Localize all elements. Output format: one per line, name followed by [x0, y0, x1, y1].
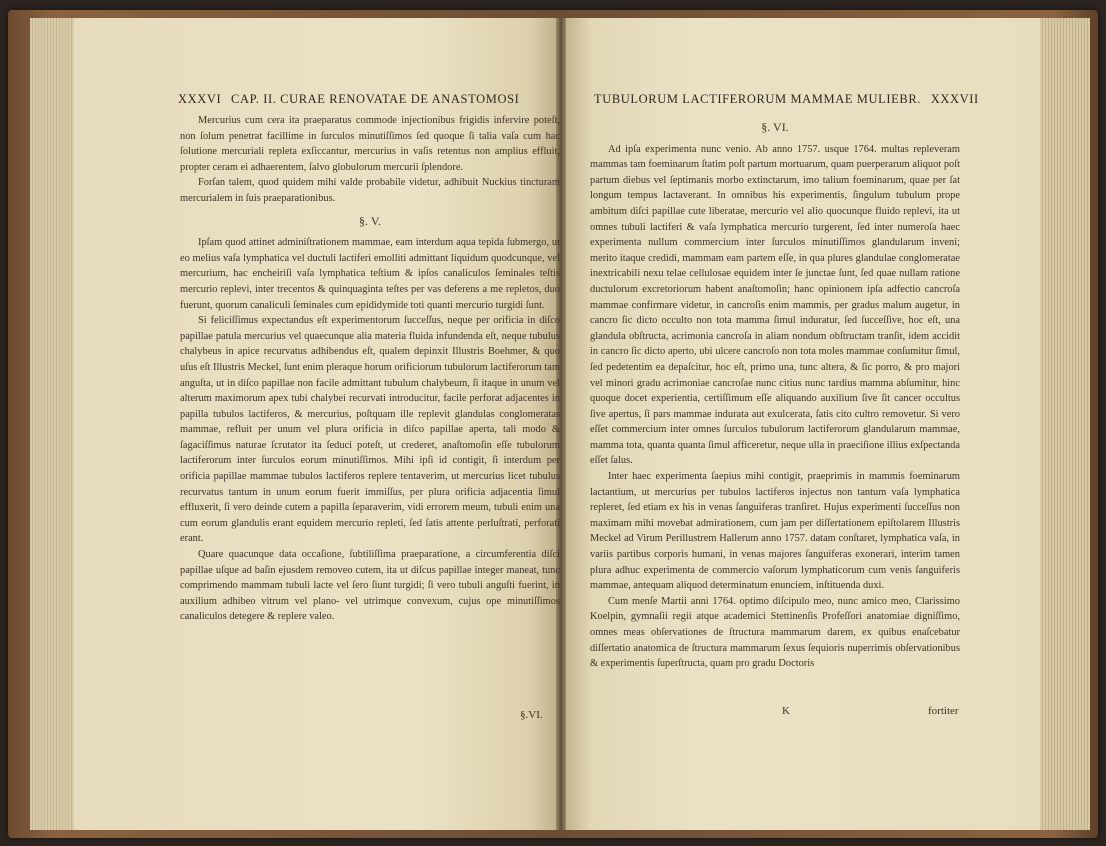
left-page-body	[180, 113, 560, 625]
paragraph: Inter haec experimenta ſaepius mihi contigit, praeprimis in mammis foeminarum lactantium, ut mercurius per tubulos lactiferos injectus non tantum vaſa lymphatica repleret, ſed etiam ex his in venas ſanguiferas tranſiret. Hujus experimenti ſucceſſus non maximam mihi movebat admirationem, cum jam per diſſertationem epiſtolarem Illustris Meckel ad Virum Perillustrem Hallerum anno 1757. datam conſtaret, lymphatica vaſa, in variis partibus corporis humani, in venas majores ſanguiferas exonerari, interim tamen plura adhuc experimenta de commercio vaſorum lymphaticorum cum venis ſanguiferis mammae, antequam aliquod determinatum enunciem, inſtituenda duxi.	[590, 471, 960, 592]
signature-mark: K	[782, 705, 790, 717]
left-running-header	[178, 92, 519, 107]
paragraph: Ipſam quod attinet adminiſtrationem mammae, eam interdum aqua tepida ſubmergo, ut eo melius vaſa lymphatica vel ductuli lactiferi emolliti admittant liquidum quodcunque, vel mercurium, hac encheiriſi vaſa lymphatica teſtium & ipſos canaliculos ſeminales teſtis mercurio replevi, inter trecentos & quinquaginta teſtes per vas deferens a me repletos, duo fuerunt, quorum canaliculi ſeminales cum epididymide toti quanti mercurio turgidi ſunt.	[180, 237, 560, 311]
paragraph: Si feliciſſimus expectandus eſt experimentorum ſucceſſus, neque per orificia in diſco papillae patula mercurius vel quaecunque alia materia fluida infundenda eſt, neque tubulus chalybeus in apice recurvatus adhibendus eſt, qualem depinxit Illustris Boehmer, & quo uſus eſt Illustris Meckel, ſunt enim pleraque horum orificiorum tubulorum lactiferorum tam anguſta, ut in diſco papillae non facile admittant tubulum chalybeum, ſi itaque in unum vel alterum maximorum apex tubi chalybei recurvati introducitur, facile perforat adjacentes in papilla tubulos lactiferos, & mercurius, poſtquam ille replevit glandulas conglomeratas mammae, refluit per unum vel plura orificia in diſco papillae aperta, tali modo & ſagaciſſimus naturae ſcrutator ita ſeduci poteſt, ut crederet, anaſtomoſin eſſe tubulorum lactiferorum inter ſurculos eorum minutiſſimos. Mihi ipſi id contigit, ſi interdum per orificia papillae mammae tubulos lactiferos replere tentaverim, ut mercurius licet tubulus recurvatus tantum in unum eorum fuerit immiſſus, per plura orificia adjacentia ſimul effluxerit, ſi vero deinde cutem a papilla ſeparaverim, vidi errorem meum, tubuli enim una cum eorum glandulis erant equidem mercurio repleti, ſed ſatis attente perluſtrati, perforati erant.	[180, 315, 560, 545]
left-running-title: CAP. II. CURAE RENOVATAE DE ANASTOMOSI	[231, 92, 520, 106]
right-catchword: fortiter	[928, 705, 959, 717]
right-running-title: TUBULORUM LACTIFERORUM MAMMAE MULIEBR.	[594, 92, 921, 106]
section-heading: §. V.	[359, 213, 381, 228]
left-page-number: XXXVI	[178, 92, 222, 106]
page-edges-right	[1040, 18, 1090, 830]
section-heading: §. VI.	[761, 120, 789, 134]
right-page-body	[590, 113, 960, 672]
paragraph: Quare quacunque data occaſione, ſubtiliſſima praeparatione, a circumferentia diſci papillae uſque ad baſin ejusdem removeo cutem, ita ut diſcus papillae integer maneat, tunc comprimendo mammam tubuli lacte vel ſero ſiunt turgidi; ſi vero tubuli anguſti fuerint, in auxilium adhibeo vitrum vel plano- vel utrimque convexum, cujus ope minutiſſimos canaliculos detegere & replere valeo.	[180, 549, 560, 623]
right-running-header	[594, 92, 985, 107]
page-edges-left	[30, 18, 74, 830]
paragraph: Ad ipſa experimenta nunc venio. Ab anno 1757. usque 1764. multas repleveram mammas tam foeminarum ſtatim poſt partum mortuarum, quam puerperarum aliquot poſt partum diebus vel ſeptimanis morbo extinctarum, imo talium foeminarum, quae per ſat longum tempus lactaverant. In omnibus his experimentis, ſingulum tubulum prope ambitum diſci papillae cute liberatae, mercurio vel alio quocunque fluido replevi, ita ut omnes tubuli lactiferi & vaſa lymphatica mercurio turgerent, ſed inter numeroſa haec experimenta nullum commercium inter ſurculos minutiſſimos glandularum inveni; merito itaque credidi, mammam eam partem eſſe, in qua plures glandulae conglomeratae inextricabili nexu telae cellulosae equidem inter ſe junctae ſunt, ſed quae nullam ratione ductulorum excretoriorum habent anaſtomoſin; hanc opinionem ipſa adfectio cancroſa mammae confirmare videtur, in cancroſis enim mammis, per gradus malum augetur, in cancro ſic dicto occulto non tota mamma ſimul induratur, ſed ſucceſſive, hoc eſt, una glandula obſtructa, acrimonia cancroſa in aliam nondum obſtructam tranſit, idem accidit in cancro ſic dicto aperto, ubi ulcere cancroſo non tota moles mammae conſumitur ſimul, ſed pedetentim ea depaſcitur, hoc eſt, primo una, tunc altera, & ſic porro, & pro majori vel minori gradu acrimoniae cancroſae nunc citius nunc tardius mamma abſumitur, hinc quoque docet experientia, certiſſimum eſſe aliquando auxilium ſive ſit cancer occultus ſive apertus, ſi pars mammae indurata aut exulcerata, ſatis cito cultro removetur. Si vero eſſet commercium inter omnes ſurculos tubulorum lactiferorum glandularum mammae, mamma tota, quanta quanta ſimul afficeretur, neque ulla in praeciſione illius exſpectanda eſſet ſalus.	[590, 143, 960, 467]
paragraph: Mercurius cum cera ita praeparatus commode injectionibus frigidis infervire poteſt, non ſolum penetrat facillime in ſurculos minutiſſimos ſed quoque ſi talia vaſa cum hac ſolutione mercuriali repleta exſiccantur, mercurius in vaſis retentus non amplius effluit, propter ceram ei adhaerentem, ſalvo globulorum mercurii ſplendore.	[180, 115, 560, 173]
paragraph: Forſan talem, quod quidem mihi valde probabile videtur, adhibuit Nuckius tincturam mercurialem in ſuis praeparationibus.	[180, 177, 560, 204]
paragraph: Cum menſe Martii anni 1764. optimo diſcipulo meo, nunc amico meo, Clarissimo Koelpin, gymnaſii regii atque academici Stettinenſis Profeſſori anatomiae digniſſimo, omnes meas obſervationes de ſtructura mammarum darem, ex quibus enaſcebatur diſſertatio anatomica de ſtructura mammarum ſexus ſequioris nuperrimis obſervationibus & experimentis ſuperſtructa, quam pro gradu Doctoris	[590, 595, 960, 670]
right-page-number: XXXVII	[930, 92, 979, 106]
left-catchword: §.VI.	[520, 709, 543, 721]
